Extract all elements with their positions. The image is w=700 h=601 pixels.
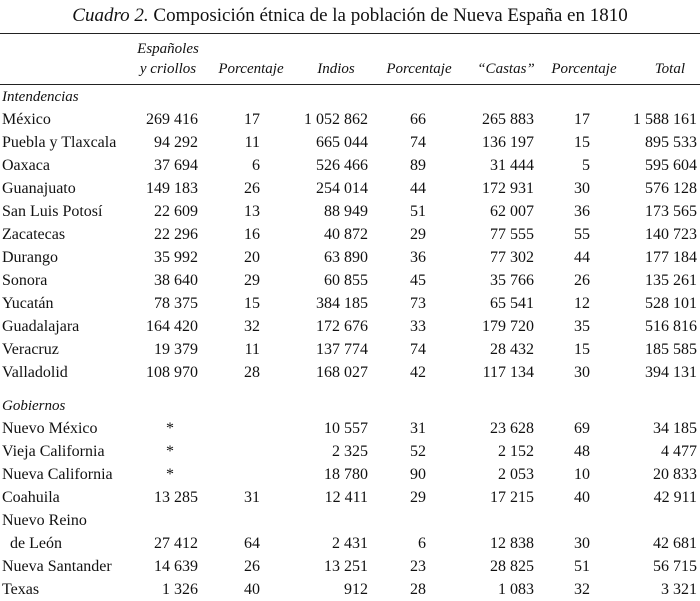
row-name: México: [2, 111, 51, 128]
cell-ind: 526 466: [316, 157, 368, 174]
header-indios: Indios: [317, 61, 355, 77]
row-name: Texas: [2, 581, 40, 598]
cell-cas: 28 825: [490, 558, 534, 575]
top-rule: [0, 33, 700, 34]
cell-tot: 135 261: [645, 272, 697, 289]
table-row: [0, 155, 700, 177]
cell-cas: 77 555: [490, 226, 534, 243]
cell-p3: 10: [574, 466, 590, 483]
cell-tot: 528 101: [645, 295, 697, 312]
cell-p1: 29: [244, 272, 260, 289]
cell-p3: 69: [574, 420, 590, 437]
cell-p2: 74: [410, 341, 426, 358]
cell-cas: 28 432: [490, 341, 534, 358]
cell-esp: *: [166, 443, 174, 460]
cell-esp: 13 285: [154, 489, 198, 506]
cell-tot: 173 565: [645, 203, 697, 220]
row-name: Guadalajara: [2, 318, 80, 335]
cell-esp: 14 639: [154, 558, 198, 575]
cell-p1: 26: [244, 558, 260, 575]
table-row: [0, 556, 700, 578]
cell-p3: 40: [574, 489, 590, 506]
cell-p3: 48: [574, 443, 590, 460]
cell-ind: 912: [344, 581, 368, 598]
cell-p2: 6: [418, 535, 426, 552]
row-name: Nuevo México: [2, 420, 98, 437]
cell-p2: 29: [410, 226, 426, 243]
cell-p3: 12: [574, 295, 590, 312]
cell-esp: 1 326: [162, 581, 198, 598]
cell-p1: 11: [244, 134, 260, 151]
cell-esp: 108 970: [146, 364, 198, 381]
cell-ind: 18 780: [324, 466, 368, 483]
table-row: [0, 224, 700, 246]
cell-p1: 11: [244, 341, 260, 358]
cell-tot: 20 833: [653, 466, 697, 483]
header-castas: “Castas”: [477, 61, 535, 77]
table-row: [0, 270, 700, 292]
table-row: [0, 487, 700, 509]
cell-ind: 2 431: [332, 535, 368, 552]
header-espanoles-line1: Españoles: [137, 41, 199, 57]
cell-ind: 13 251: [324, 558, 368, 575]
cell-tot: 1 588 161: [633, 111, 697, 128]
cell-p2: 89: [410, 157, 426, 174]
row-name-continuation: de León: [10, 535, 62, 552]
cell-tot: 140 723: [645, 226, 697, 243]
cell-p1: 40: [244, 581, 260, 598]
cell-p2: 66: [410, 111, 426, 128]
row-name: Zacatecas: [2, 226, 66, 243]
table-number: Cuadro 2.: [72, 5, 149, 26]
cell-p1: 17: [244, 111, 260, 128]
cell-esp: 22 296: [154, 226, 198, 243]
cell-tot: 595 604: [645, 157, 697, 174]
row-name: Veracruz: [2, 341, 59, 358]
cell-p3: 30: [574, 180, 590, 197]
cell-p1: 16: [244, 226, 260, 243]
table-row: [0, 339, 700, 361]
cell-p2: 33: [410, 318, 426, 335]
cell-tot: 42 911: [653, 489, 697, 506]
row-name: Guanajuato: [2, 180, 76, 197]
table-row: [0, 441, 700, 463]
cell-p1: 26: [244, 180, 260, 197]
cell-p2: 45: [410, 272, 426, 289]
cell-tot: 3 321: [661, 581, 697, 598]
cell-cas: 17 215: [490, 489, 534, 506]
cell-ind: 137 774: [316, 341, 368, 358]
cell-p3: 30: [574, 364, 590, 381]
cell-p1: 15: [244, 295, 260, 312]
cell-ind: 254 014: [316, 180, 368, 197]
cell-ind: 2 325: [332, 443, 368, 460]
cell-p2: 36: [410, 249, 426, 266]
cell-p1: 13: [244, 203, 260, 220]
row-name: Nueva California: [2, 466, 113, 483]
table-caption: Composición étnica de la población de Nueva España en 1810: [153, 5, 628, 26]
cell-cas: 2 152: [498, 443, 534, 460]
cell-ind: 168 027: [316, 364, 368, 381]
cell-p1: 6: [252, 157, 260, 174]
cell-tot: 895 533: [645, 134, 697, 151]
cell-p2: 73: [410, 295, 426, 312]
cell-p2: 42: [410, 364, 426, 381]
cell-esp: *: [166, 420, 174, 437]
cell-cas: 31 444: [490, 157, 534, 174]
table-row: [0, 362, 700, 384]
cell-p3: 15: [574, 134, 590, 151]
cell-p2: 23: [410, 558, 426, 575]
cell-cas: 2 053: [498, 466, 534, 483]
section-label-intendencias: Intendencias: [2, 89, 79, 105]
row-name: Durango: [2, 249, 58, 266]
cell-tot: 56 715: [653, 558, 697, 575]
cell-ind: 60 855: [324, 272, 368, 289]
cell-cas: 136 197: [482, 134, 534, 151]
cell-cas: 172 931: [482, 180, 534, 197]
cell-p3: 35: [574, 318, 590, 335]
cell-ind: 384 185: [316, 295, 368, 312]
cell-cas: 117 134: [482, 364, 534, 381]
table-row: [0, 464, 700, 486]
table-title: [0, 4, 700, 28]
cell-p3: 17: [574, 111, 590, 128]
header-espanoles-line2: y criollos: [139, 61, 197, 77]
cell-tot: 185 585: [645, 341, 697, 358]
cell-tot: 394 131: [645, 364, 697, 381]
cell-cas: 12 838: [490, 535, 534, 552]
cell-cas: 62 007: [490, 203, 534, 220]
cell-esp: 269 416: [146, 111, 198, 128]
table-row: [0, 201, 700, 223]
cell-p3: 55: [574, 226, 590, 243]
cell-esp: *: [166, 466, 174, 483]
cell-ind: 40 872: [324, 226, 368, 243]
table-row: [0, 316, 700, 338]
cell-ind: 10 557: [324, 420, 368, 437]
cell-ind: 1 052 862: [304, 111, 368, 128]
cell-p3: 44: [574, 249, 590, 266]
row-name: Puebla y Tlaxcala: [2, 134, 117, 151]
cell-p1: 32: [244, 318, 260, 335]
header-porcentaje-1: Porcentaje: [218, 61, 284, 77]
cell-p2: 74: [410, 134, 426, 151]
cell-esp: 35 992: [154, 249, 198, 266]
cell-p3: 32: [574, 581, 590, 598]
cell-esp: 27 412: [154, 535, 198, 552]
cell-tot: 516 816: [645, 318, 697, 335]
cell-tot: 576 128: [645, 180, 697, 197]
cell-p2: 29: [410, 489, 426, 506]
row-name: Valladolid: [2, 364, 68, 381]
cell-p3: 36: [574, 203, 590, 220]
cell-esp: 38 640: [154, 272, 198, 289]
table-row: [0, 418, 700, 440]
cell-p2: 51: [410, 203, 426, 220]
cell-esp: 37 694: [154, 157, 198, 174]
cell-p1: 28: [244, 364, 260, 381]
row-name: Oaxaca: [2, 157, 50, 174]
cell-ind: 665 044: [316, 134, 368, 151]
cell-p3: 51: [574, 558, 590, 575]
cell-p2: 28: [410, 581, 426, 598]
cell-esp: 149 183: [146, 180, 198, 197]
header-porcentaje-3: Porcentaje: [551, 61, 617, 77]
cell-cas: 265 883: [482, 111, 534, 128]
cell-esp: 22 609: [154, 203, 198, 220]
table-row: [0, 247, 700, 269]
cell-p2: 44: [410, 180, 426, 197]
table-row: [0, 132, 700, 154]
header-rule: [0, 84, 700, 85]
row-name: Yucatán: [2, 295, 54, 312]
cell-cas: 77 302: [490, 249, 534, 266]
cell-cas: 23 628: [490, 420, 534, 437]
cell-ind: 12 411: [324, 489, 368, 506]
cell-p1: 20: [244, 249, 260, 266]
cell-cas: 35 766: [490, 272, 534, 289]
table-row: [0, 293, 700, 315]
table-row: [0, 178, 700, 200]
cell-p3: 26: [574, 272, 590, 289]
section-label-gobiernos: Gobiernos: [2, 398, 66, 414]
cell-ind: 88 949: [324, 203, 368, 220]
header-total: Total: [654, 61, 685, 77]
row-name: Nuevo Reino: [2, 512, 87, 529]
cell-p1: 64: [244, 535, 260, 552]
cell-p2: 52: [410, 443, 426, 460]
cell-p3: 30: [574, 535, 590, 552]
cell-cas: 1 083: [498, 581, 534, 598]
row-name: San Luis Potosí: [2, 203, 103, 220]
cell-p2: 90: [410, 466, 426, 483]
cell-cas: 179 720: [482, 318, 534, 335]
cell-tot: 4 477: [661, 443, 697, 460]
cell-tot: 34 185: [653, 420, 697, 437]
cell-esp: 19 379: [154, 341, 198, 358]
cell-p2: 31: [410, 420, 426, 437]
cell-esp: 78 375: [154, 295, 198, 312]
cell-tot: 42 681: [653, 535, 697, 552]
row-name: Vieja California: [2, 443, 105, 460]
table-row: [0, 579, 700, 601]
cell-cas: 65 541: [490, 295, 534, 312]
row-name: Nueva Santander: [2, 558, 112, 575]
table-row: [0, 109, 700, 131]
cell-p1: 31: [244, 489, 260, 506]
table-row: [0, 512, 700, 555]
cell-tot: 177 184: [645, 249, 697, 266]
cell-esp: 94 292: [154, 134, 198, 151]
cell-p3: 15: [574, 341, 590, 358]
row-name: Coahuila: [2, 489, 60, 506]
cell-ind: 63 890: [324, 249, 368, 266]
cell-ind: 172 676: [316, 318, 368, 335]
header-porcentaje-2: Porcentaje: [386, 61, 452, 77]
cell-p3: 5: [582, 157, 590, 174]
cell-esp: 164 420: [146, 318, 198, 335]
row-name: Sonora: [2, 272, 48, 289]
